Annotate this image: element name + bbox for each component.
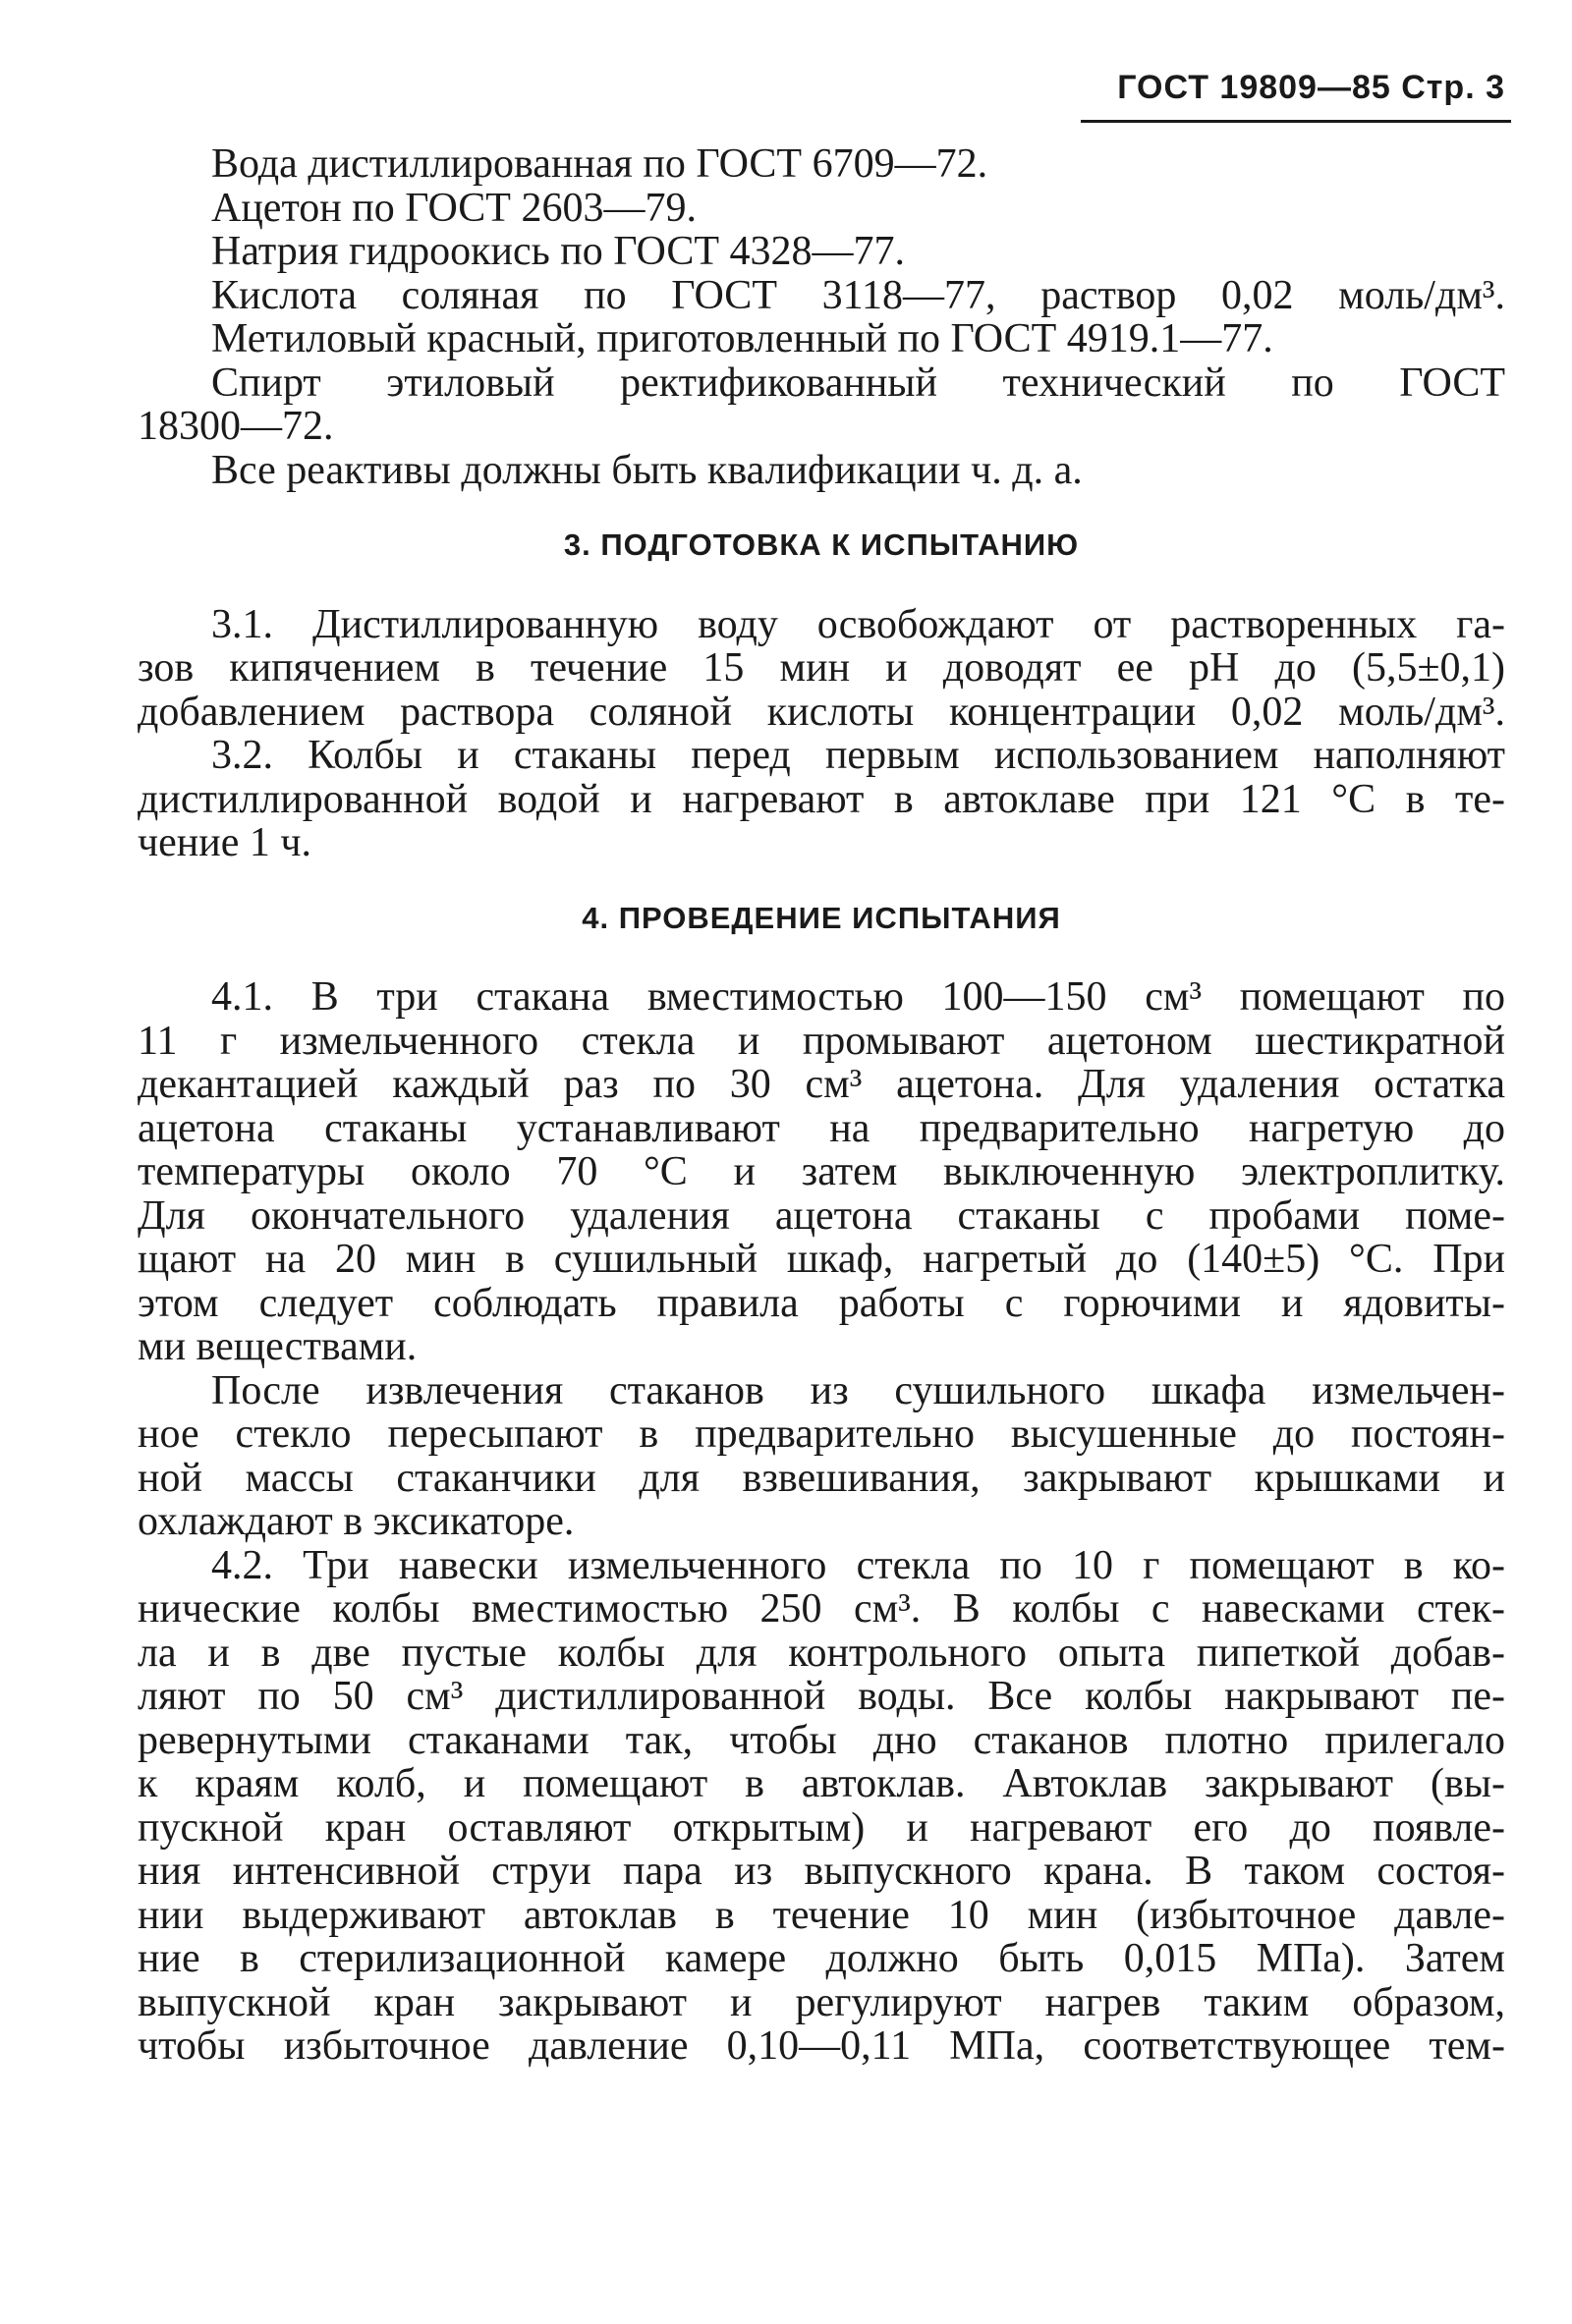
section-4-line: ной массы стаканчики для взвешивания, закрывают крышками и	[138, 1455, 1505, 1501]
section-3-line: 3.1. Дистиллированную воду освобождают от растворенных га-	[211, 601, 1505, 647]
reagent-line: Ацетон по ГОСТ 2603—79.	[211, 185, 697, 231]
reagent-line: Спирт этиловый ректификованный технический по ГОСТ	[211, 360, 1505, 406]
section-4-line: ние в стерилизационной камере должно быть 0,015 МПа). Затем	[138, 1936, 1505, 1981]
section-4-line: охлаждают в эксикаторе.	[138, 1499, 575, 1544]
section-3-heading: 3. ПОДГОТОВКА К ИСПЫТАНИЮ	[563, 527, 1080, 562]
section-4-line: выпускной кран закрывают и регулируют нагрев таким образом,	[138, 1979, 1505, 2025]
section-4-line: пускной кран оставляют открытым) и нагревают его до появле-	[138, 1804, 1505, 1851]
page-header: ГОСТ 19809—85 Стр. 3	[1117, 69, 1505, 106]
section-4-line: 11 г измельченного стекла и промывают ацетоном шестикратной	[138, 1018, 1505, 1064]
reagent-line: Метиловый красный, приготовленный по ГОСТ 4919.1—77.	[211, 316, 1273, 361]
reagent-line: Кислота соляная по ГОСТ 3118—77, раствор 0,02 моль/дм³.	[211, 272, 1505, 318]
section-3-line: дистиллированной водой и нагревают в автоклаве при 121 °С в те-	[138, 776, 1505, 822]
section-3-line: чение 1 ч.	[138, 820, 311, 865]
section-4-line: нии выдерживают автоклав в течение 10 мин (избыточное давле-	[138, 1892, 1505, 1938]
section-4-line: ляют по 50 см³ дистиллированной воды. Все колбы накрывают пе-	[138, 1674, 1505, 1719]
section-4-line: 4.1. В три стакана вместимостью 100—150 см³ помещают по	[211, 974, 1505, 1020]
section-4-line: ми веществами.	[138, 1324, 418, 1369]
section-4-line: ния интенсивной струи пара из выпускного крана. В таком состоя-	[138, 1849, 1505, 1894]
section-3-line: 3.2. Колбы и стаканы перед первым использованием наполняют	[211, 733, 1505, 778]
section-4-line: к краям колб, и помещают в автоклав. Автоклав закрывают (вы-	[138, 1761, 1505, 1806]
section-4-line: ацетона стаканы устанавливают на предварительно нагретую до	[138, 1105, 1505, 1151]
section-4-line: чтобы избыточное давление 0,10—0,11 МПа, соответствующее тем-	[138, 2023, 1505, 2069]
section-4-line: После извлечения стаканов из сушильного шкафа измельчен-	[211, 1367, 1505, 1413]
reagent-line: Вода дистиллированная по ГОСТ 6709—72.	[211, 141, 988, 187]
section-3-line: добавлением раствора соляной кислоты концентрации 0,02 моль/дм³.	[138, 689, 1505, 735]
section-4-line: нические колбы вместимостью 250 см³. В колбы с навесками стек-	[138, 1586, 1505, 1632]
section-4-line: щают на 20 мин в сушильный шкаф, нагретый до (140±5) °С. При	[138, 1237, 1505, 1282]
header-rule	[1081, 120, 1511, 123]
section-4-line: декантацией каждый раз по 30 см³ ацетона. Для удаления остатка	[138, 1062, 1505, 1107]
reagent-line: 18300—72.	[138, 404, 334, 449]
document-body	[138, 142, 1505, 2069]
section-3-line: зов кипячением в течение 15 мин и доводят ее рН до (5,5±0,1)	[138, 645, 1505, 691]
section-4-line: Для окончательного удаления ацетона стаканы с пробами поме-	[138, 1192, 1505, 1239]
section-4-line: 4.2. Три навески измельченного стекла по 10 г помещают в ко-	[211, 1542, 1505, 1588]
section-4-line: ное стекло пересыпают в предварительно высушенные до постоян-	[138, 1411, 1505, 1457]
section-4-heading: 4. ПРОВЕДЕНИЕ ИСПЫТАНИЯ	[582, 900, 1061, 935]
section-4-line: ла и в две пустые колбы для контрольного опыта пипеткой добав-	[138, 1630, 1505, 1676]
reagent-line: Натрия гидроокись по ГОСТ 4328—77.	[211, 229, 906, 274]
section-4-line: ревернутыми стаканами так, чтобы дно стаканов плотно прилегало	[138, 1717, 1505, 1763]
section-4-line: этом следует соблюдать правила работы с горючими и ядовиты-	[138, 1280, 1505, 1326]
reagent-line: Все реактивы должны быть квалификации ч. д. а.	[211, 447, 1083, 493]
section-4-line: температуры около 70 °С и затем выключенную электроплитку.	[138, 1149, 1505, 1194]
